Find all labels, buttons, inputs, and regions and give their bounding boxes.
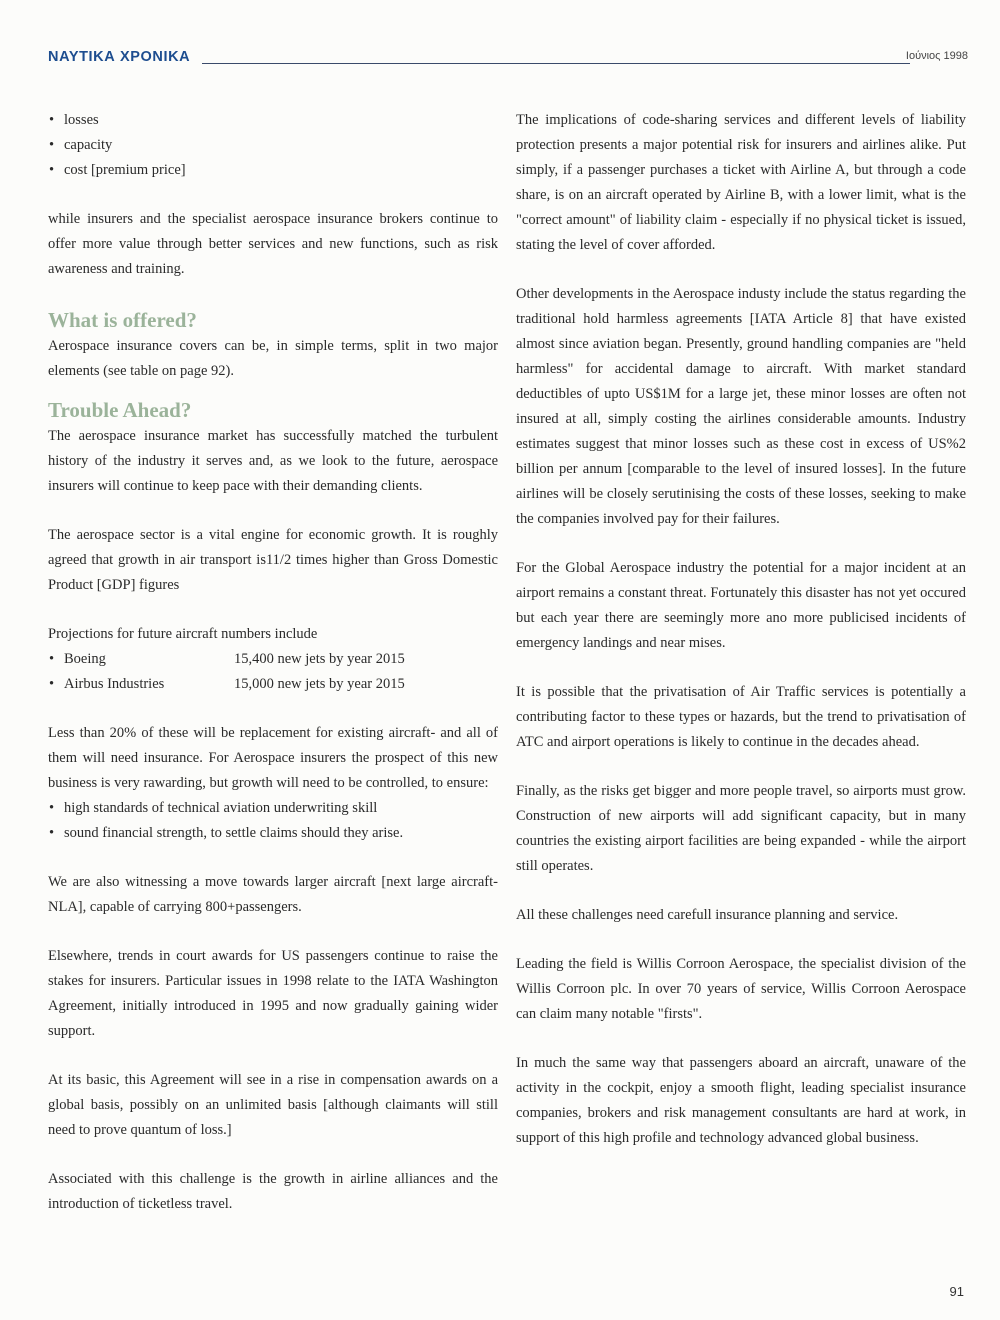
projection-value: 15,000 new jets by year 2015 bbox=[234, 676, 405, 692]
projection-row bbox=[48, 647, 498, 672]
masthead-title: ΝΑΥΤΙΚΑ ΧΡΟΝΙΚΑ bbox=[48, 49, 191, 65]
paragraph-less-than: Less than 20% of these will be replacement for existing aircraft- and all of them will need insurance. For Aerospace insurers the prospect of this new business is very rawarding, but growth will need to be controlled, to ensure: bbox=[48, 725, 498, 791]
bullet-icon: • bbox=[49, 112, 55, 128]
list-item: • losses bbox=[48, 108, 498, 133]
paragraph-finally: Finally, as the risks get bigger and more people travel, so airports must grow. Construction of new airports will add significant capacity, but in many countries the existing airport facilities are being expanded - while the airport still operates. bbox=[516, 783, 966, 874]
bullet-icon: • bbox=[49, 651, 55, 667]
paragraph-privatisation: It is possible that the privatisation of Air Traffic services is potentially a contributing factor to these types or hazards, but the trend to privatisation of ATC and airport operations is likely to continue in the decades ahead. bbox=[516, 684, 966, 750]
paragraph-code-sharing: The implications of code-sharing services and different levels of liability protection presents a major potential risk for insurers and airlines alike. Put simply, if a passenger purchases a ticket with Airline A, but through a code share, is on an aircraft operated by Airline B, with a lower limit, what is the "correct amount" of liability claim - especially if no physical ticket is issued, stating the level of cover afforded. bbox=[516, 112, 966, 253]
list-item: • sound financial strength, to settle claims should they arise. bbox=[48, 821, 498, 846]
paragraph-same-way: In much the same way that passengers aboard an aircraft, unaware of the activity in the cockpit, enjoy a smooth flight, leading specialist insurance companies, brokers and risk management consultants are hard at work, in support of this high profile and technology advanced global business. bbox=[516, 1055, 966, 1146]
bullet-icon: • bbox=[49, 676, 55, 692]
paragraph-alliances: Associated with this challenge is the growth in airline alliances and the introduction of ticketless travel. bbox=[48, 1171, 498, 1212]
bullet-icon: • bbox=[49, 825, 55, 841]
list-item: • cost [premium price] bbox=[48, 158, 498, 183]
paragraph-elsewhere: Elsewhere, trends in court awards for US passengers continue to raise the stakes for insurers. Particular issues in 1998 relate to the IATA Washington Agreement, initially introduced in 1995 and now gradually gaining wider support. bbox=[48, 948, 498, 1039]
paragraph-challenges: All these challenges need carefull insurance planning and service. bbox=[516, 907, 899, 923]
intro-bullet-list bbox=[48, 108, 498, 183]
projection-value: 15,400 new jets by year 2015 bbox=[234, 651, 405, 667]
paragraph-insurers: while insurers and the specialist aerospace insurance brokers continue to offer more value through better services and new functions, such as risk awareness and training. bbox=[48, 211, 498, 277]
paragraph-leading: Leading the field is Willis Corroon Aerospace, the specialist division of the Willis Corroon plc. In over 70 years of service, Willis Corroon Aerospace can claim many notable "firsts". bbox=[516, 956, 966, 1022]
paragraph-sector: The aerospace sector is a vital engine for economic growth. It is roughly agreed that growth in air transport is11/2 times higher than Gross Domestic Product [GDP] figures bbox=[48, 527, 498, 593]
list-item: • high standards of technical aviation underwriting skill bbox=[48, 796, 498, 821]
bullet-icon: • bbox=[49, 137, 55, 153]
paragraph-agreement: At its basic, this Agreement will see in a rise in compensation awards on a global basis, possibly on an unlimited basis [although claimants will still need to prove quantum of loss.] bbox=[48, 1072, 498, 1138]
page-number: 91 bbox=[949, 1284, 964, 1299]
heading-trouble-ahead: Trouble Ahead? bbox=[48, 398, 192, 422]
projection-name: Boeing bbox=[64, 651, 106, 667]
paragraph-trouble: The aerospace insurance market has successfully matched the turbulent history of the industry it serves and, as we look to the future, aerospace insurers will continue to keep pace with their demanding clients. bbox=[48, 428, 498, 494]
heading-what-is-offered: What is offered? bbox=[48, 308, 197, 332]
bullet-icon: • bbox=[49, 800, 55, 816]
list-item: • capacity bbox=[48, 133, 498, 158]
issue-date: Ιούνιος 1998 bbox=[905, 50, 968, 62]
left-column bbox=[48, 108, 498, 1217]
paragraph-witnessing: We are also witnessing a move towards larger aircraft [next large aircraft- NLA], capable of carrying 800+passengers. bbox=[48, 874, 498, 915]
right-column bbox=[516, 108, 966, 1151]
page-header bbox=[48, 44, 968, 68]
projection-name: Airbus Industries bbox=[64, 676, 165, 692]
paragraph-developments: Other developments in the Aerospace industy include the status regarding the traditional hold harmless agreements [IATA Article 8] that have existed almost since aviation began. Presently, ground handling companies are "held harmless" for accidental damage to aircraft. With market standard deductibles of upto US$1M for a large jet, these minor losses are often not insured at all, simply costing the airlines considerable amounts. Industry estimates suggest that minor losses such as these cost in excess of US%2 billion per annum [comparable to the level of insured losses]. In the future airlines will be closely serutinising the costs of these losses, seeking to make the companies involved pay for their failures. bbox=[516, 286, 966, 527]
projection-row bbox=[48, 672, 498, 697]
header-rule bbox=[202, 63, 910, 64]
paragraph-global: For the Global Aerospace industry the potential for a major incident at an airport remains a constant threat. Fortunately this disaster has not yet occured but each year there are seemingly more ano more publicised incidents of emergency landings and near mises. bbox=[516, 560, 966, 651]
paragraph-offered: Aerospace insurance covers can be, in simple terms, split in two major elements (see table on page 92). bbox=[48, 338, 498, 379]
ensure-bullet-list bbox=[48, 796, 498, 846]
projections-intro: Projections for future aircraft numbers include bbox=[48, 626, 318, 642]
bullet-icon: • bbox=[49, 162, 55, 178]
